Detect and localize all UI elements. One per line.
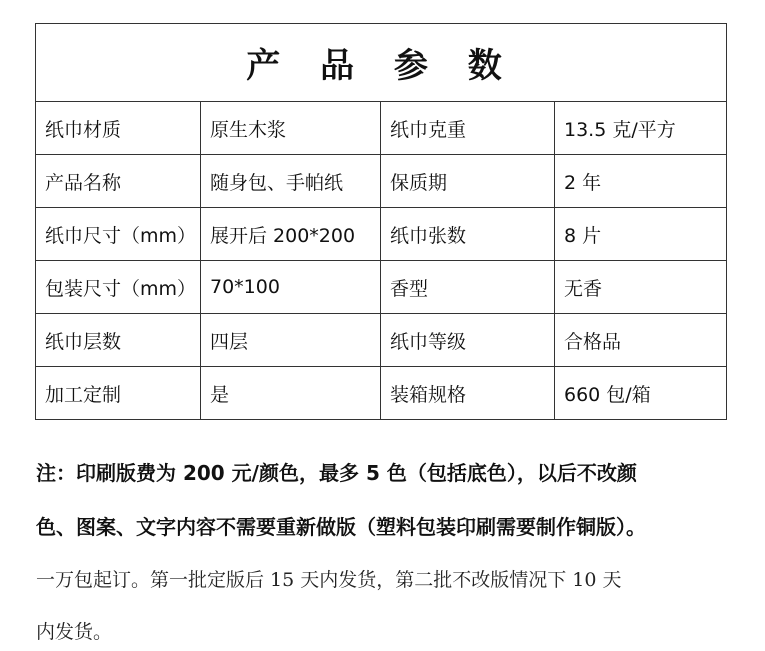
table-row	[36, 261, 727, 314]
table-title: 产 品 参 数	[36, 24, 727, 102]
table-row	[36, 208, 727, 261]
note-line-1: 注：印刷版费为 200 元/颜色，最多 5 色（包括底色），以后不改颜	[36, 461, 637, 485]
note-line-2: 色、图案、文字内容不需要重新做版（塑料包装印刷需要制作铜版）。	[36, 515, 646, 539]
spec-value: 合格品	[555, 314, 727, 367]
product-spec-table	[35, 23, 727, 420]
table-row	[36, 367, 727, 420]
spec-value: 2 年	[555, 155, 727, 208]
spec-value: 展开后 200*200	[201, 208, 381, 261]
spec-value: 13.5 克/平方	[555, 102, 727, 155]
spec-label: 加工定制	[36, 367, 201, 420]
spec-label: 纸巾等级	[381, 314, 555, 367]
spec-label: 纸巾克重	[381, 102, 555, 155]
spec-label: 香型	[381, 261, 555, 314]
table-row	[36, 155, 727, 208]
table-row	[36, 102, 727, 155]
spec-label: 包装尺寸（mm）	[36, 261, 201, 314]
spec-value: 原生木浆	[201, 102, 381, 155]
spec-value: 8 片	[555, 208, 727, 261]
spec-value: 70*100	[201, 261, 381, 314]
spec-label: 保质期	[381, 155, 555, 208]
table-title-row	[36, 24, 727, 102]
note-line-3: 一万包起订。第一批定版后 15 天内发货，第二批不改版情况下 10 天	[36, 569, 622, 591]
spec-label: 纸巾尺寸（mm）	[36, 208, 201, 261]
note-line-4: 内发货。	[36, 621, 113, 643]
spec-label: 产品名称	[36, 155, 201, 208]
spec-value: 四层	[201, 314, 381, 367]
spec-label: 纸巾张数	[381, 208, 555, 261]
spec-label: 装箱规格	[381, 367, 555, 420]
spec-value: 是	[201, 367, 381, 420]
spec-value: 660 包/箱	[555, 367, 727, 420]
table-row	[36, 314, 727, 367]
spec-value: 随身包、手帕纸	[201, 155, 381, 208]
spec-label: 纸巾层数	[36, 314, 201, 367]
spec-value: 无香	[555, 261, 727, 314]
spec-label: 纸巾材质	[36, 102, 201, 155]
